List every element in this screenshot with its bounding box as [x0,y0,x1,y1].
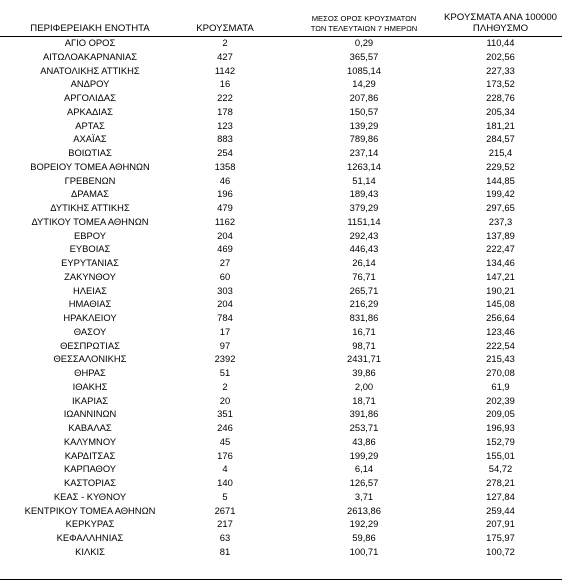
cases-cell: 1358 [214,160,236,172]
avg-7day-cell: 76,71 [352,270,376,282]
region-cell: ΘΑΣΟΥ [73,325,107,337]
table-row [0,229,562,243]
table-body [0,36,562,559]
table-row [0,407,562,421]
per-100k-cell: 127,84 [486,490,515,502]
table-row [0,50,562,64]
cases-cell: 20 [219,394,231,406]
header-per100k-line2: ΠΛΗΘΥΣΜΟ [472,23,529,34]
table-row [0,215,562,229]
avg-7day-cell: 237,14 [349,147,379,158]
table-row [0,64,562,78]
cases-cell: 2 [222,37,228,48]
per-100k-cell: 297,65 [486,202,515,213]
cases-cell: 2392 [214,353,236,365]
region-cell: ΖΑΚΥΝΘΟΥ [64,270,116,282]
cases-cell: 479 [217,202,233,213]
cases-cell: 123 [217,119,233,131]
table-row [0,325,562,339]
region-cell: ΑΓΙΟ ΟΡΟΣ [64,37,116,48]
per-100k-cell: 173,52 [486,78,515,90]
avg-7day-cell: 207,86 [349,92,379,103]
per-100k-cell: 110,44 [486,37,515,48]
region-cell: ΚΑΒΑΛΑΣ [68,422,112,433]
per-100k-cell: 100,72 [486,545,515,557]
avg-7day-cell: 126,57 [349,477,379,488]
region-cell: ΚΕΝΤΡΙΚΟΥ ΤΟΜΕΑ ΑΘΗΝΩΝ [24,504,156,516]
per-100k-cell: 228,76 [486,92,515,103]
cases-cell: 1162 [214,215,236,227]
region-cell: ΚΑΡΠΑΘΟΥ [63,463,117,475]
cases-cell: 784 [217,312,233,323]
table-row [0,36,562,50]
avg-7day-cell: 391,86 [349,408,379,420]
region-cell: ΑΧΑΪΑΣ [73,133,107,145]
table-row [0,119,562,133]
avg-7day-cell: 51,14 [352,174,376,186]
table-row [0,517,562,531]
avg-7day-cell: 831,86 [349,312,379,323]
region-cell: ΚΕΡΚΥΡΑΣ [65,518,115,530]
per-100k-cell: 215,4 [488,147,513,158]
per-100k-cell: 227,33 [486,64,515,76]
region-cell: ΑΝΔΡΟΥ [70,78,110,90]
region-cell: ΗΡΑΚΛΕΙΟΥ [63,312,117,323]
region-cell: ΑΡΓΟΛΙΔΑΣ [64,92,116,103]
header-region: ΠΕΡΙΦΕΡΕΙΑΚΗ ΕΝΟΤΗΤΑ [30,23,150,34]
region-cell: ΚΑΣΤΟΡΙΑΣ [63,477,117,488]
cases-cell: 140 [217,477,233,488]
avg-7day-cell: 2431,71 [347,353,381,365]
per-100k-cell: 61,9 [491,380,510,392]
table-row [0,352,562,366]
cases-cell: 196 [217,188,233,200]
avg-7day-cell: 253,71 [349,422,379,433]
per-100k-cell: 284,57 [486,133,515,145]
avg-7day-cell: 16,71 [352,325,376,337]
table-row [0,504,562,518]
table-row [0,187,562,201]
cases-cell: 17 [219,325,231,337]
region-cell: ΘΗΡΑΣ [74,367,106,378]
cases-cell: 351 [217,408,233,420]
table-row [0,132,562,146]
table-row [0,476,562,490]
avg-7day-cell: 2,00 [354,380,374,392]
table-row [0,490,562,504]
per-100k-cell: 222,47 [486,243,515,255]
per-100k-cell: 237,3 [488,215,513,227]
table-row [0,242,562,256]
table-row [0,435,562,449]
cases-cell: 222 [217,92,233,103]
region-cell: ΕΥΒΟΙΑΣ [69,243,111,255]
avg-7day-cell: 18,71 [352,394,376,406]
region-cell: ΔΥΤΙΚΟΥ ΤΟΜΕΑ ΑΘΗΝΩΝ [31,215,149,227]
avg-7day-cell: 292,43 [349,229,379,241]
table-row [0,531,562,545]
per-100k-cell: 215,43 [486,353,515,365]
avg-7day-cell: 1151,14 [347,215,381,227]
avg-7day-cell: 446,43 [349,243,379,255]
region-cell: ΘΕΣΣΑΛΟΝΙΚΗΣ [53,353,127,365]
table-row [0,394,562,408]
cases-cell: 1142 [214,64,236,76]
cases-cell: 303 [217,284,233,296]
cases-cell: 204 [217,229,233,241]
table-row [0,91,562,105]
per-100k-cell: 137,89 [486,229,515,241]
region-cell: ΚΙΛΚΙΣ [75,545,105,557]
region-cell: ΚΕΦΑΛΛΗΝΙΑΣ [56,532,124,543]
per-100k-cell: 144,85 [486,174,515,186]
per-100k-cell: 147,21 [486,270,515,282]
avg-7day-cell: 1263,14 [347,160,381,172]
avg-7day-cell: 789,86 [349,133,379,145]
header-per100k-line1: ΚΡΟΥΣΜΑΤΑ ΑΝΑ 100000 [444,12,557,23]
region-cell: ΑΡΚΑΔΙΑΣ [67,105,113,117]
table-row [0,366,562,380]
cases-cell: 60 [219,270,231,282]
table-row [0,449,562,463]
per-100k-cell: 199,42 [486,188,515,200]
per-100k-cell: 54,72 [488,463,513,475]
per-100k-cell: 205,34 [486,105,515,117]
table-row [0,462,562,476]
header-avg-line1: ΜΕΣΟΣ ΟΡΟΣ ΚΡΟΥΣΜΑΤΩΝ [311,14,417,23]
table-row [0,545,562,559]
per-100k-cell: 202,56 [486,50,515,62]
cases-cell: 254 [217,147,233,158]
cases-cell: 51 [219,367,231,378]
table-row [0,270,562,284]
per-100k-cell: 196,93 [486,422,515,433]
avg-7day-cell: 189,43 [349,188,379,200]
cases-cell: 469 [217,243,233,255]
avg-7day-cell: 98,71 [352,339,376,351]
avg-7day-cell: 43,86 [352,435,376,447]
cases-cell: 81 [219,545,231,557]
table-row [0,201,562,215]
table-row [0,339,562,353]
region-cell: ΚΑΡΔΙΤΣΑΣ [64,449,116,461]
avg-7day-cell: 2613,86 [347,504,381,516]
avg-7day-cell: 59,86 [352,532,376,543]
region-cell: ΙΚΑΡΙΑΣ [71,394,109,406]
avg-7day-cell: 26,14 [352,257,376,268]
table-row [0,105,562,119]
region-cell: ΗΜΑΘΙΑΣ [68,298,112,310]
avg-7day-cell: 100,71 [349,545,379,557]
per-100k-cell: 270,08 [486,367,515,378]
avg-7day-cell: 139,29 [349,119,379,131]
region-cell: ΑΝΑΤΟΛΙΚΗΣ ΑΤΤΙΚΗΣ [40,64,140,76]
per-100k-cell: 134,46 [486,257,515,268]
avg-7day-cell: 265,71 [349,284,379,296]
avg-7day-cell: 150,57 [349,105,379,117]
cases-cell: 178 [217,105,233,117]
header-cases: ΚΡΟΥΣΜΑΤΑ [196,23,254,34]
per-100k-cell: 207,91 [486,518,515,530]
per-100k-cell: 152,79 [486,435,515,447]
region-cell: ΓΡΕΒΕΝΩΝ [64,174,116,186]
table-row [0,380,562,394]
table-row [0,421,562,435]
region-cell: ΙΘΑΚΗΣ [72,380,108,392]
per-100k-cell: 190,21 [486,284,515,296]
region-cell: ΗΛΕΙΑΣ [73,284,107,296]
avg-7day-cell: 379,29 [349,202,379,213]
per-100k-cell: 202,39 [486,394,515,406]
table-row [0,160,562,174]
header-avg-line2: ΤΩΝ ΤΕΛΕΥΤΑΙΩΝ 7 ΗΜΕΡΩΝ [310,24,418,33]
avg-7day-cell: 3,71 [354,490,374,502]
per-100k-cell: 123,46 [486,325,515,337]
per-100k-cell: 145,08 [486,298,515,310]
region-cell: ΔΡΑΜΑΣ [71,188,109,200]
cases-cell: 2671 [214,504,236,516]
cases-cell: 63 [219,532,231,543]
region-cell: ΙΩΑΝΝΙΝΩΝ [63,408,117,420]
cases-cell: 27 [219,257,231,268]
per-100k-cell: 181,21 [486,119,515,131]
region-cell: ΕΥΡΥΤΑΝΙΑΣ [61,257,119,268]
cases-cell: 217 [217,518,233,530]
cases-cell: 97 [219,339,231,351]
cases-cell: 883 [217,133,233,145]
per-100k-cell: 229,52 [486,160,515,172]
per-100k-cell: 209,05 [486,408,515,420]
cases-cell: 204 [217,298,233,310]
table-row [0,256,562,270]
cases-cell: 2 [222,380,228,392]
cases-cell: 5 [222,490,228,502]
avg-7day-cell: 199,29 [349,449,379,461]
cases-cell: 176 [217,449,233,461]
cases-cell: 45 [219,435,231,447]
region-cell: ΔΥΤΙΚΗΣ ΑΤΤΙΚΗΣ [50,202,130,213]
avg-7day-cell: 14,29 [352,78,376,90]
region-cell: ΑΡΤΑΣ [75,119,105,131]
region-cell: ΒΟΡΕΙΟΥ ΤΟΜΕΑ ΑΘΗΝΩΝ [30,160,150,172]
table-bottom-divider [0,579,562,580]
cases-cell: 46 [219,174,231,186]
cases-cell: 4 [222,463,228,475]
region-cell: ΚΑΛΥΜΝΟΥ [63,435,117,447]
region-cell: ΘΕΣΠΡΩΤΙΑΣ [60,339,120,351]
avg-7day-cell: 1085,14 [347,64,381,76]
table-row [0,77,562,91]
per-100k-cell: 155,01 [486,449,515,461]
table-row [0,284,562,298]
per-100k-cell: 175,97 [486,532,515,543]
per-100k-cell: 222,54 [486,339,515,351]
table-row [0,174,562,188]
per-100k-cell: 278,21 [486,477,515,488]
region-cell: ΚΕΑΣ - ΚΥΘΝΟΥ [53,490,127,502]
region-cell: ΒΟΙΩΤΙΑΣ [68,147,112,158]
cases-cell: 427 [217,50,233,62]
avg-7day-cell: 365,57 [349,50,379,62]
avg-7day-cell: 192,29 [349,518,379,530]
table-row [0,146,562,160]
per-100k-cell: 256,64 [486,312,515,323]
avg-7day-cell: 6,14 [354,463,374,475]
table-row [0,297,562,311]
per-100k-cell: 259,44 [486,504,515,516]
region-cell: ΑΙΤΩΛΟΑΚΑΡΝΑΝΙΑΣ [42,50,138,62]
avg-7day-cell: 0,29 [354,37,374,48]
avg-7day-cell: 39,86 [352,367,376,378]
table-row [0,311,562,325]
region-cell: ΕΒΡΟΥ [73,229,106,241]
cases-cell: 16 [219,78,231,90]
cases-cell: 246 [217,422,233,433]
avg-7day-cell: 216,29 [349,298,379,310]
